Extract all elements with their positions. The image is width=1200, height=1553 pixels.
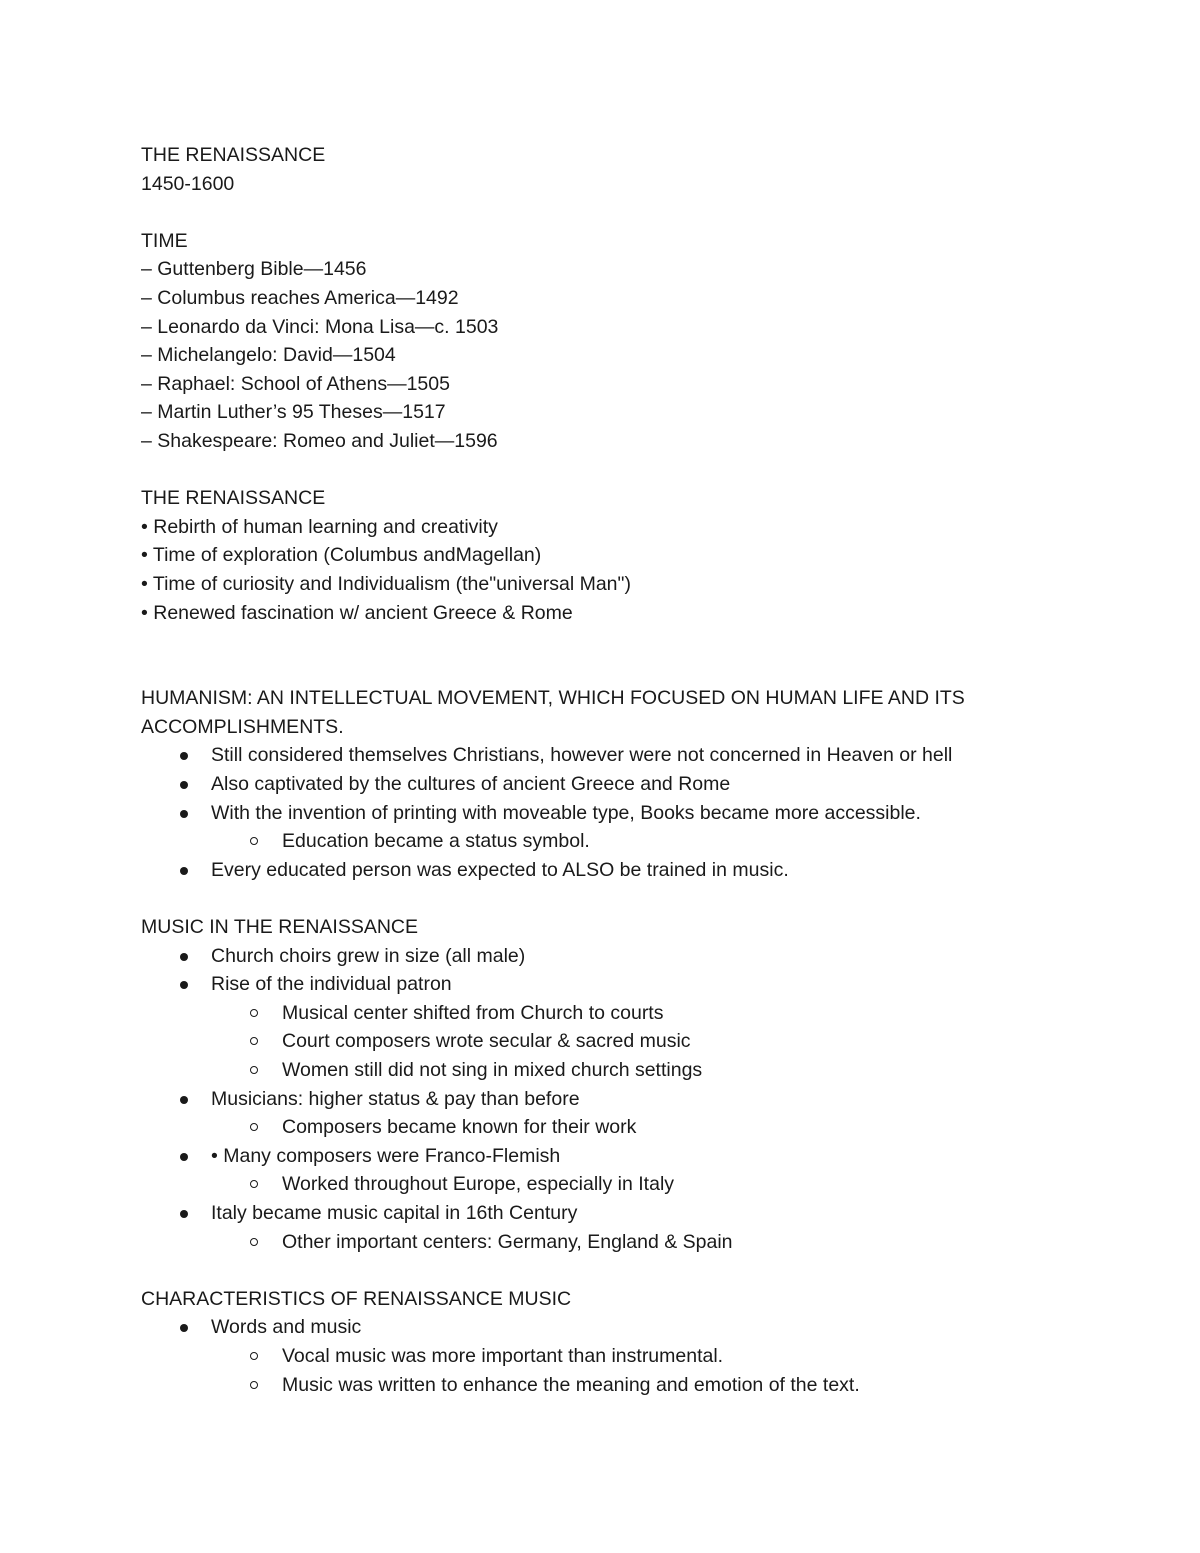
hollow-bullet-icon bbox=[250, 1180, 258, 1188]
timeline-item: – Martin Luther’s 95 Theses—1517 bbox=[141, 401, 446, 424]
list-item: Church choirs grew in size (all male) bbox=[141, 942, 1101, 971]
hollow-bullet-icon bbox=[250, 1381, 258, 1389]
timeline-item: – Shakespeare: Romeo and Juliet—1596 bbox=[141, 429, 498, 452]
hollow-bullet-icon bbox=[250, 837, 258, 845]
music-heading: MUSIC IN THE RENAISSANCE bbox=[141, 916, 419, 939]
filled-bullet-icon bbox=[180, 1210, 188, 1218]
list-item: Still considered themselves Christians, however were not concerned in Heaven or hell bbox=[141, 741, 1101, 770]
sub-list-item: Court composers wrote secular & sacred music bbox=[141, 1027, 1101, 1056]
sub-list-item: Education became a status symbol. bbox=[141, 827, 1101, 856]
renaissance-point: • Time of curiosity and Individualism (the"universal Man") bbox=[141, 572, 631, 595]
timeline-item: – Guttenberg Bible—1456 bbox=[141, 258, 367, 281]
timeline-item: – Raphael: School of Athens—1505 bbox=[141, 372, 450, 395]
renaissance-point: • Renewed fascination w/ ancient Greece & Rome bbox=[141, 601, 573, 624]
filled-bullet-icon bbox=[180, 781, 188, 789]
sub-list-item: Vocal music was more important than instrumental. bbox=[141, 1342, 1101, 1371]
sub-list-item: Women still did not sing in mixed church settings bbox=[141, 1056, 1101, 1085]
hollow-bullet-icon bbox=[250, 1352, 258, 1360]
filled-bullet-icon bbox=[180, 1324, 188, 1332]
timeline-item: – Columbus reaches America—1492 bbox=[141, 286, 459, 309]
list-item: • Many composers were Franco-Flemish bbox=[141, 1142, 1101, 1171]
sub-list-item: Worked throughout Europe, especially in Italy bbox=[141, 1170, 1101, 1199]
time-heading: TIME bbox=[141, 229, 188, 252]
hollow-bullet-icon bbox=[250, 1238, 258, 1246]
hollow-bullet-icon bbox=[250, 1066, 258, 1074]
document-title: THE RENAISSANCE bbox=[141, 144, 326, 166]
filled-bullet-icon bbox=[180, 810, 188, 818]
sub-list-item: Musical center shifted from Church to courts bbox=[141, 999, 1101, 1028]
list-item: Rise of the individual patron bbox=[141, 970, 1101, 999]
renaissance-point: • Time of exploration (Columbus andMagellan) bbox=[141, 544, 542, 567]
hollow-bullet-icon bbox=[250, 1009, 258, 1017]
renaissance-heading: THE RENAISSANCE bbox=[141, 487, 326, 510]
filled-bullet-icon bbox=[180, 752, 188, 760]
list-item: Also captivated by the cultures of ancient Greece and Rome bbox=[141, 770, 1101, 799]
filled-bullet-icon bbox=[180, 1153, 188, 1161]
date-range: 1450-1600 bbox=[141, 172, 235, 195]
list-item: Italy became music capital in 16th Century bbox=[141, 1199, 1101, 1228]
characteristics-heading: CHARACTERISTICS OF RENAISSANCE MUSIC bbox=[141, 1287, 572, 1310]
sub-list-item: Composers became known for their work bbox=[141, 1113, 1101, 1142]
hollow-bullet-icon bbox=[250, 1037, 258, 1045]
document-body bbox=[141, 141, 1101, 1399]
timeline-item: – Michelangelo: David—1504 bbox=[141, 344, 396, 367]
list-item: Words and music bbox=[141, 1313, 1101, 1342]
renaissance-point: • Rebirth of human learning and creativity bbox=[141, 515, 498, 538]
filled-bullet-icon bbox=[180, 1096, 188, 1104]
hollow-bullet-icon bbox=[250, 1123, 258, 1131]
filled-bullet-icon bbox=[180, 867, 188, 875]
humanism-heading: HUMANISM: AN INTELLECTUAL MOVEMENT, WHICH FOCUSED ON HUMAN LIFE AND ITS ACCOMPLISHMENTS. bbox=[141, 687, 965, 738]
list-item: Every educated person was expected to ALSO be trained in music. bbox=[141, 856, 1101, 885]
list-item: With the invention of printing with moveable type, Books became more accessible. bbox=[141, 799, 1101, 828]
filled-bullet-icon bbox=[180, 981, 188, 989]
list-item: Musicians: higher status & pay than before bbox=[141, 1085, 1101, 1114]
timeline-item: – Leonardo da Vinci: Mona Lisa—c. 1503 bbox=[141, 315, 499, 338]
filled-bullet-icon bbox=[180, 953, 188, 961]
sub-list-item: Music was written to enhance the meaning and emotion of the text. bbox=[141, 1371, 1101, 1400]
sub-list-item: Other important centers: Germany, England & Spain bbox=[141, 1228, 1101, 1257]
